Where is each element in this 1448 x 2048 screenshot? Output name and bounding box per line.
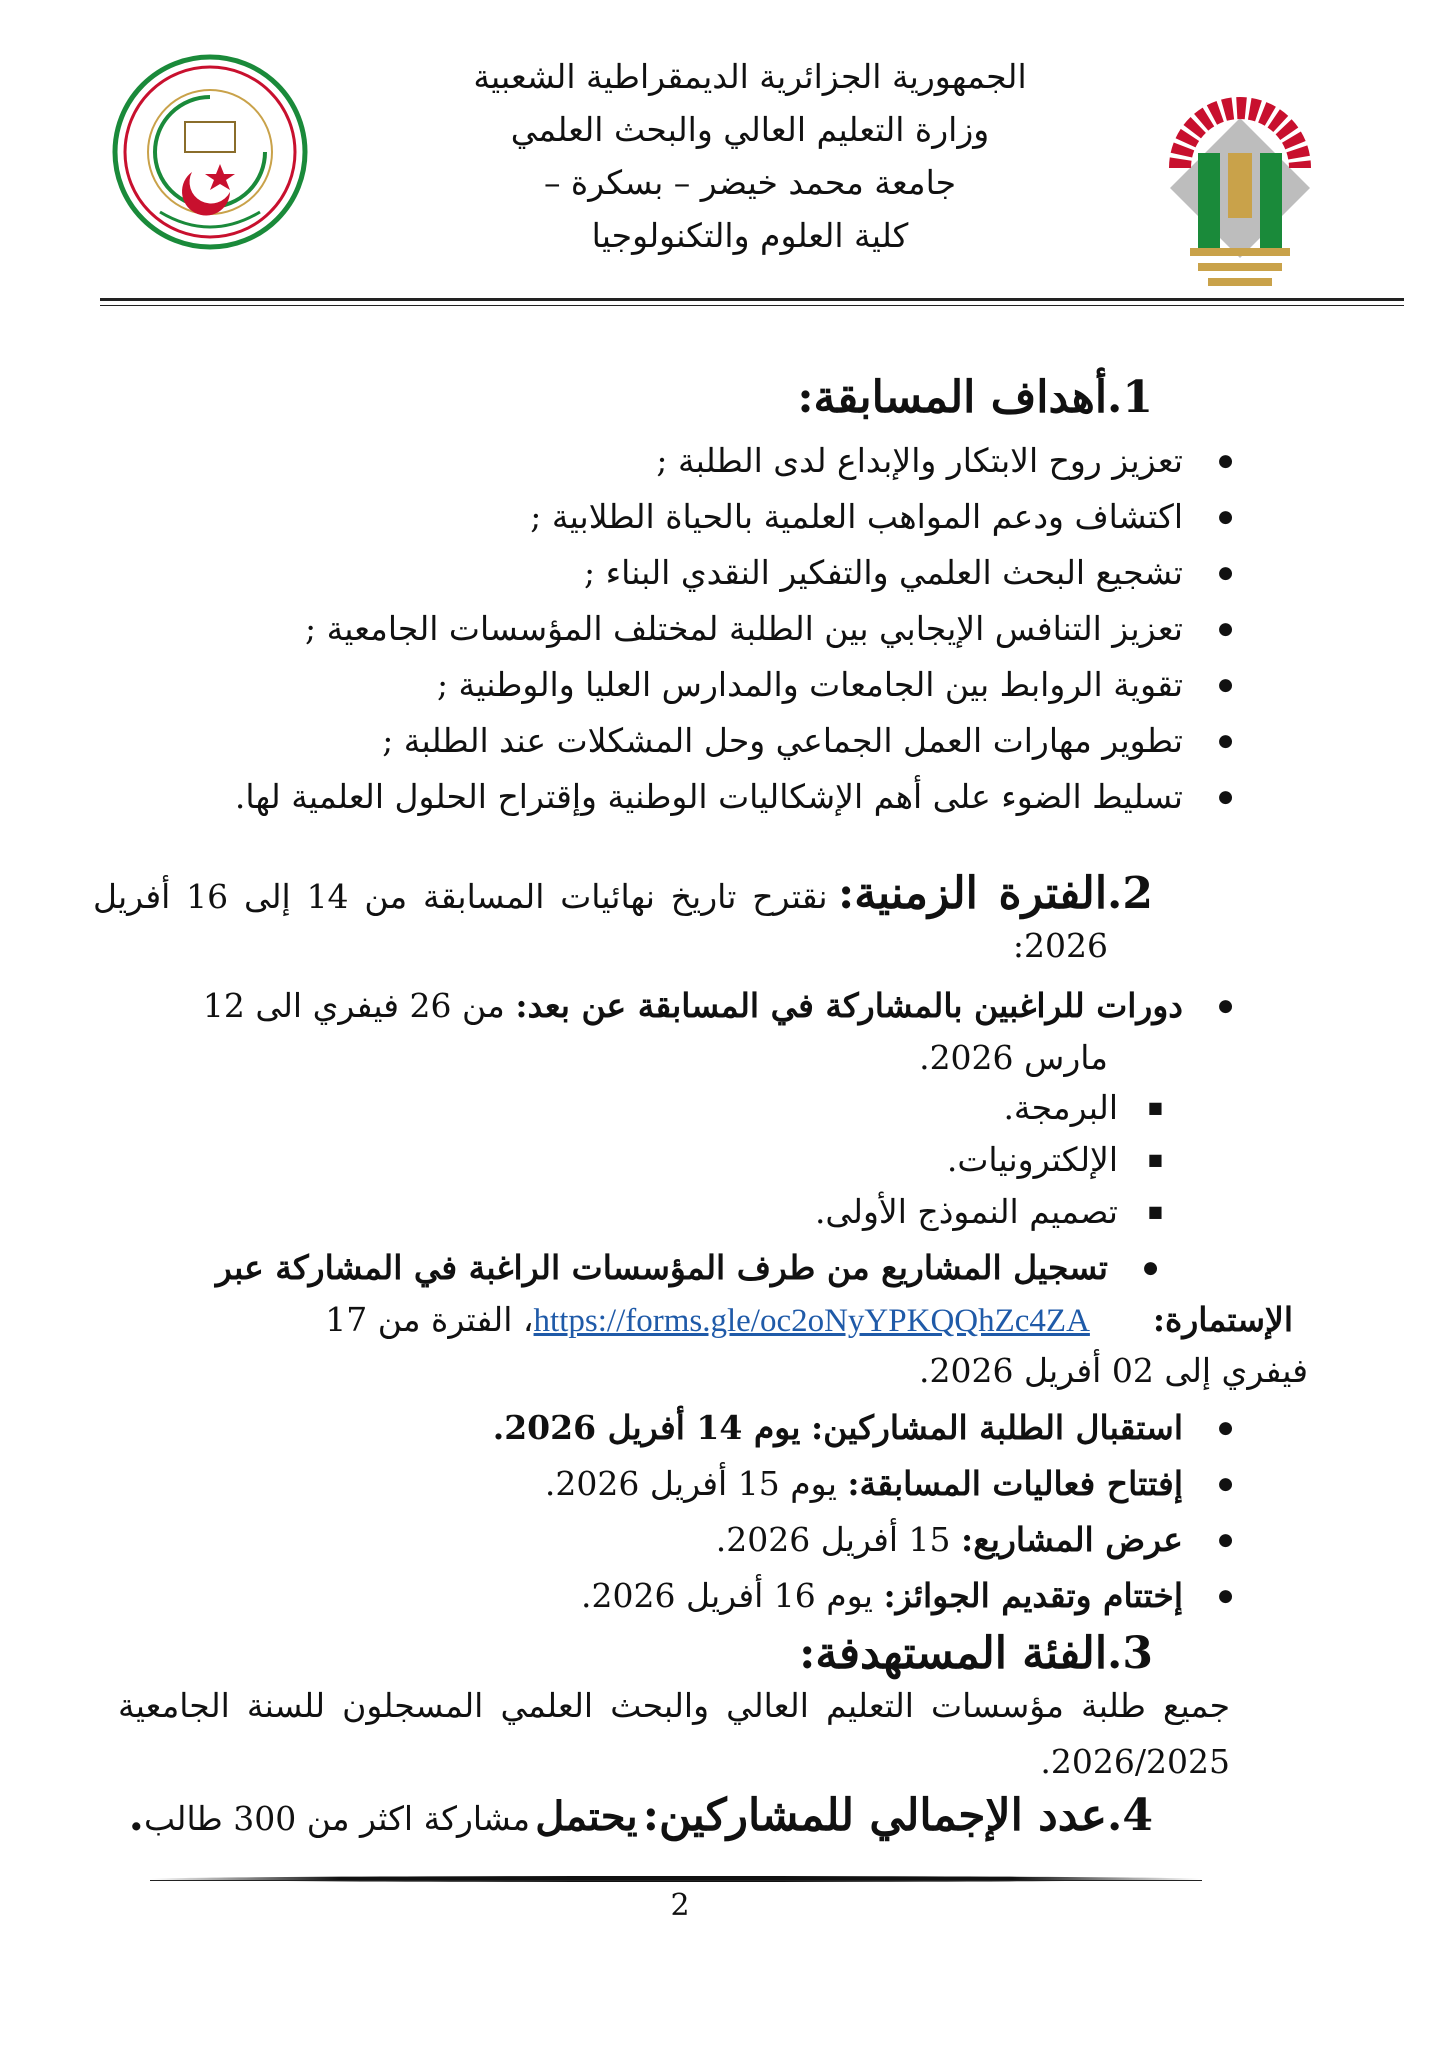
list-item: ● تطوير مهارات العمل الجماعي وحل المشكلات عند الطلبة ;	[93, 713, 1183, 769]
course-item: ■ تصميم النموذج الأولى.	[815, 1184, 1118, 1240]
courses-dates: من 26 فيفري الى 12	[202, 986, 505, 1025]
section4-dot: .	[128, 1790, 144, 1841]
footer-rule	[150, 1876, 1202, 1882]
section4-lead: يحتمل	[535, 1793, 638, 1840]
list-item-courses	[113, 978, 1183, 1034]
schedule-item	[93, 1568, 1183, 1624]
section4-text: مشاركة اكثر من 300 طالب	[144, 1799, 531, 1838]
section3-text: جميع طلبة مؤسسات التعليم العالي والبحث العلمي المسجلون للسنة الجامعية	[118, 1686, 1230, 1725]
header-institution-text	[420, 50, 1080, 262]
section4-line	[129, 1790, 1153, 1841]
list-item: ● تسليط الضوء على أهم الإشكاليات الوطنية وإقتراح الحلول العلمية لها.	[93, 769, 1183, 825]
university-logo-icon	[1160, 48, 1320, 293]
courses-label: دورات للراغبين بالمشاركة في المسابقة عن بعد:	[515, 986, 1183, 1025]
schedule-value: يوم 15 أفريل 2026.	[544, 1464, 837, 1503]
section1-title: 1.أهداف المسابقة:	[797, 372, 1153, 423]
list-item: ● اكتشاف ودعم المواهب العلمية بالحياة الطلابية ;	[93, 489, 1183, 545]
header-line-ministry: وزارة التعليم العالي والبحث العلمي	[510, 110, 990, 149]
courses-dates-end: مارس 2026.	[919, 1038, 1108, 1077]
list-item: ● تشجيع البحث العلمي والتفكير النقدي البناء ;	[93, 545, 1183, 601]
header-line-university: جامعة محمد خيضر – بسكرة –	[543, 163, 957, 202]
section2-heading-line	[93, 868, 1153, 919]
list-item: ● تقوية الروابط بين الجامعات والمدارس العليا والوطنية ;	[93, 657, 1183, 713]
registration-line	[93, 1292, 1293, 1349]
registration-form-label: الإستمارة:	[1152, 1300, 1293, 1339]
section2-intro-year: 2026:	[1012, 926, 1108, 965]
schedule-label: استقبال الطلبة المشاركين:	[810, 1408, 1183, 1447]
header-line-faculty: كلية العلوم والتكنولوجيا	[591, 216, 909, 255]
schedule-label: عرض المشاريع:	[961, 1520, 1183, 1559]
schedule-value: 15 أفريل 2026.	[715, 1520, 951, 1559]
schedule-item	[93, 1400, 1183, 1456]
course-item: ■ الإلكترونيات.	[947, 1132, 1118, 1188]
course-item: ■ البرمجة.	[1003, 1080, 1118, 1136]
registration-period-end: فيفري إلى 02 أفريل 2026.	[919, 1351, 1308, 1390]
header-rule	[100, 298, 1404, 301]
list-item: ● تعزيز التنافس الإيجابي بين الطلبة لمختلف المؤسسات الجامعية ;	[93, 601, 1183, 657]
section2-title: 2.الفترة الزمنية:	[838, 868, 1153, 919]
schedule-label: إختتام وتقديم الجوائز:	[883, 1576, 1183, 1615]
registration-label: ● تسجيل المشاريع من طرف المؤسسات الراغبة في المشاركة عبر	[98, 1240, 1108, 1296]
schedule-item	[93, 1456, 1183, 1512]
schedule-value: يوم 16 أفريل 2026.	[581, 1576, 873, 1615]
section3-text-year: 2026/2025.	[1040, 1742, 1230, 1781]
header-line-republic: الجمهورية الجزائرية الديمقراطية الشعبية	[473, 57, 1027, 96]
list-item: ● تعزيز روح الابتكار والإبداع لدى الطلبة ;	[93, 433, 1183, 489]
ministry-seal-icon	[100, 52, 320, 252]
footer-rule-thin	[150, 1880, 1202, 1881]
section2-intro: نقترح تاريخ نهائيات المسابقة من 14 إلى 16 أفريل	[93, 877, 828, 916]
registration-period: ، الفترة من 17	[325, 1300, 534, 1339]
schedule-item	[93, 1512, 1183, 1568]
page-number: 2	[670, 1888, 690, 1923]
section4-title: 4.عدد الإجمالي للمشاركين:	[642, 1790, 1153, 1841]
schedule-value: يوم 14 أفريل 2026.	[492, 1408, 801, 1447]
header-rule-thin	[100, 305, 1404, 306]
schedule-label: إفتتاح فعاليات المسابقة:	[847, 1464, 1183, 1503]
registration-form-link[interactable]: https://forms.gle/oc2oNyYPKQQhZc4ZA	[533, 1303, 1090, 1339]
section3-title: 3.الفئة المستهدفة:	[799, 1628, 1153, 1679]
